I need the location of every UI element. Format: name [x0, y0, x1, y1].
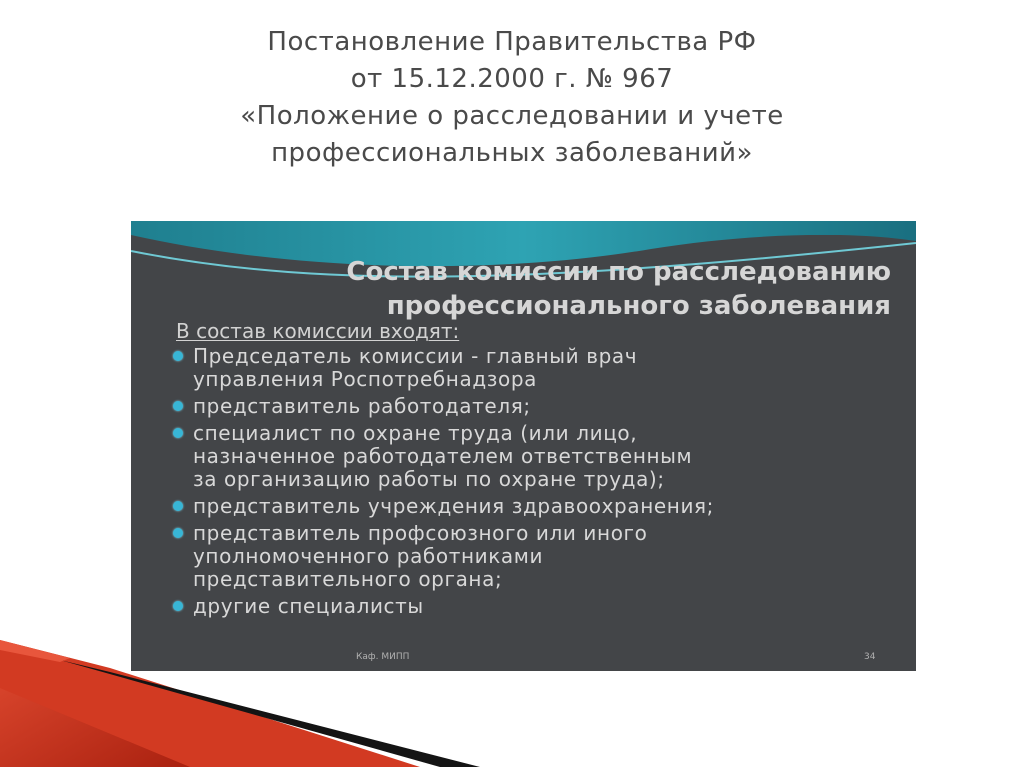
- member-text: представитель учреждения здравоохранения;: [193, 494, 715, 518]
- panel-footer-department: Каф. МИПП: [356, 652, 410, 662]
- title-line: профессиональных заболеваний»: [271, 138, 753, 168]
- member-text: другие специалисты: [193, 594, 424, 618]
- list-item: [173, 495, 714, 518]
- panel-heading: [131, 255, 891, 323]
- title-line: «Положение о расследовании и учете: [240, 101, 784, 131]
- member-text: представитель работодателя;: [193, 394, 531, 418]
- panel-heading-line: Состав комиссии по расследованию: [346, 257, 891, 287]
- bullet-dot-icon: [173, 528, 183, 538]
- title-line: от 15.12.2000 г. № 967: [350, 64, 674, 94]
- corner-stripe-decoration: [0, 640, 1024, 767]
- member-text: специалист по охране труда (или лицо, назначенное работодателем ответственным за организацию работы по охране труда);: [193, 421, 693, 491]
- bullet-dot-icon: [173, 501, 183, 511]
- bullet-dot-icon: [173, 428, 183, 438]
- bullet-dot-icon: [173, 401, 183, 411]
- list-item: [173, 395, 714, 418]
- composition-intro: В состав комиссии входят:: [176, 319, 460, 343]
- embedded-slide-panel: [131, 221, 916, 671]
- list-item: [173, 422, 714, 491]
- list-item: [173, 595, 714, 618]
- bullet-dot-icon: [173, 601, 183, 611]
- list-item: [173, 345, 714, 391]
- member-text: представитель профсоюзного или иного уполномоченного работниками представительного органа;: [193, 521, 648, 591]
- member-text: Председатель комиссии - главный врач управления Роспотребнадзора: [193, 344, 638, 391]
- slide-title: [0, 24, 1024, 172]
- bullet-dot-icon: [173, 351, 183, 361]
- commission-members-list: [173, 345, 714, 622]
- title-line: Постановление Правительства РФ: [267, 27, 757, 57]
- panel-heading-line: профессионального заболевания: [386, 291, 891, 321]
- panel-page-number: 34: [864, 652, 876, 662]
- list-item: [173, 522, 714, 591]
